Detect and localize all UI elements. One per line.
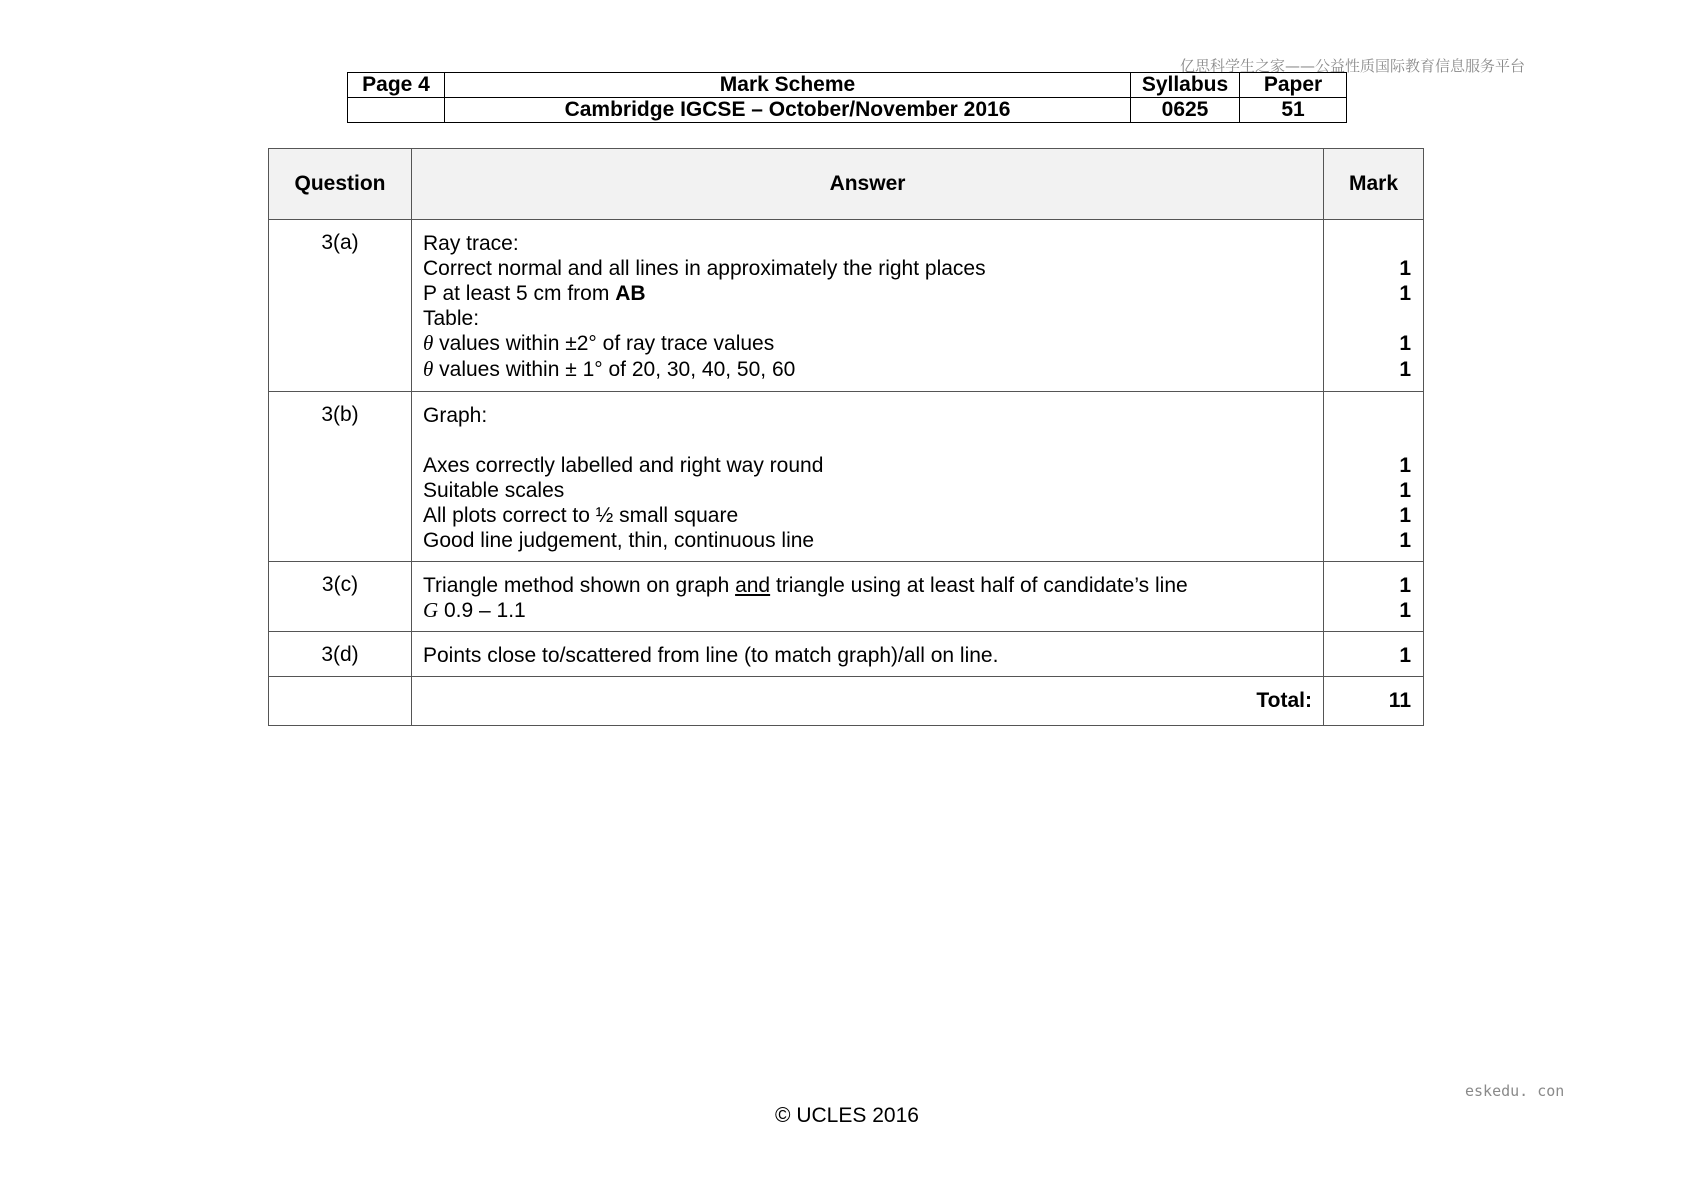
mark-cell <box>1324 562 1424 632</box>
mark-value: 1 <box>1399 358 1411 381</box>
answer-line <box>423 573 1313 598</box>
syllabus-label: Syllabus <box>1131 73 1240 98</box>
watermark-bottom: eskedu. con <box>1465 1082 1565 1100</box>
question-number: 3(c) <box>269 562 412 632</box>
copyright-footer: © UCLES 2016 <box>775 1104 919 1127</box>
answer-cell <box>412 220 1324 392</box>
theta-symbol: θ <box>423 331 434 355</box>
mark-cell <box>1324 392 1424 562</box>
mark-value <box>1324 306 1411 331</box>
table-row <box>269 220 1424 392</box>
mark-cell <box>1324 632 1424 677</box>
answer-line: Correct normal and all lines in approximately the right places <box>423 257 986 280</box>
exam-title: Cambridge IGCSE – October/November 2016 <box>445 98 1131 123</box>
total-row <box>269 677 1424 726</box>
answer-line: All plots correct to ½ small square <box>423 504 739 527</box>
paper-number: 51 <box>1240 98 1347 123</box>
column-header-mark: Mark <box>1324 149 1424 220</box>
syllabus-code: 0625 <box>1131 98 1240 123</box>
mark-value: 1 <box>1399 529 1411 552</box>
answer-line: Axes correctly labelled and right way round <box>423 454 824 477</box>
header-table <box>347 72 1347 123</box>
column-header-question: Question <box>269 149 412 220</box>
answer-line <box>423 598 1313 623</box>
answer-text: P at least 5 cm from <box>423 282 616 305</box>
total-value: 11 <box>1324 677 1424 726</box>
answer-cell <box>412 392 1324 562</box>
page-number: Page 4 <box>348 73 445 98</box>
header-blank-cell <box>348 98 445 123</box>
total-blank-cell <box>269 677 412 726</box>
mark-value <box>1324 428 1411 453</box>
mark-value <box>1324 231 1411 256</box>
answer-line: Table: <box>423 307 480 330</box>
answer-text: values within ±2° of ray trace values <box>433 332 775 355</box>
question-number: 3(a) <box>269 220 412 392</box>
answer-text: triangle using at least half of candidate’s line <box>770 574 1188 597</box>
answer-line <box>423 331 1313 357</box>
answer-line <box>423 281 1313 306</box>
mark-value: 1 <box>1399 644 1411 667</box>
mark-value: 1 <box>1399 454 1411 477</box>
answer-cell <box>412 562 1324 632</box>
answer-text: Triangle method shown on graph <box>423 574 736 597</box>
answer-line: Good line judgement, thin, continuous line <box>423 529 815 552</box>
underlined-text: and <box>735 574 771 597</box>
mark-value <box>1324 403 1411 428</box>
mark-value: 1 <box>1399 504 1411 527</box>
gradient-symbol: G <box>423 598 439 622</box>
mark-value: 1 <box>1399 479 1411 502</box>
table-row <box>269 632 1424 677</box>
mark-cell <box>1324 220 1424 392</box>
document-title: Mark Scheme <box>445 73 1131 98</box>
table-row <box>269 562 1424 632</box>
table-header-row <box>269 149 1424 220</box>
question-number: 3(d) <box>269 632 412 677</box>
mark-scheme-table <box>268 148 1424 726</box>
table-row <box>269 392 1424 562</box>
question-number: 3(b) <box>269 392 412 562</box>
answer-line: Suitable scales <box>423 479 565 502</box>
answer-cell <box>412 632 1324 677</box>
mark-value: 1 <box>1399 599 1411 622</box>
total-label: Total: <box>412 677 1324 726</box>
mark-value: 1 <box>1399 332 1411 355</box>
answer-line: Graph: <box>423 404 488 427</box>
watermark-top: 亿思科学生之家——公益性质国际教育信息服务平台 <box>1180 57 1526 75</box>
answer-spacer <box>423 428 1313 453</box>
answer-line: Ray trace: <box>423 232 519 255</box>
answer-line: Points close to/scattered from line (to match graph)/all on line. <box>423 644 999 667</box>
mark-value: 1 <box>1399 574 1411 597</box>
answer-text: 0.9 – 1.1 <box>438 599 526 622</box>
answer-line <box>423 357 1313 383</box>
column-header-answer: Answer <box>412 149 1324 220</box>
paper-label: Paper <box>1240 73 1347 98</box>
answer-text: values within ± 1° of 20, 30, 40, 50, 60 <box>433 358 796 381</box>
theta-symbol: θ <box>423 357 434 381</box>
mark-value: 1 <box>1399 282 1411 305</box>
mark-value: 1 <box>1399 257 1411 280</box>
answer-bold-text: AB <box>615 282 646 305</box>
